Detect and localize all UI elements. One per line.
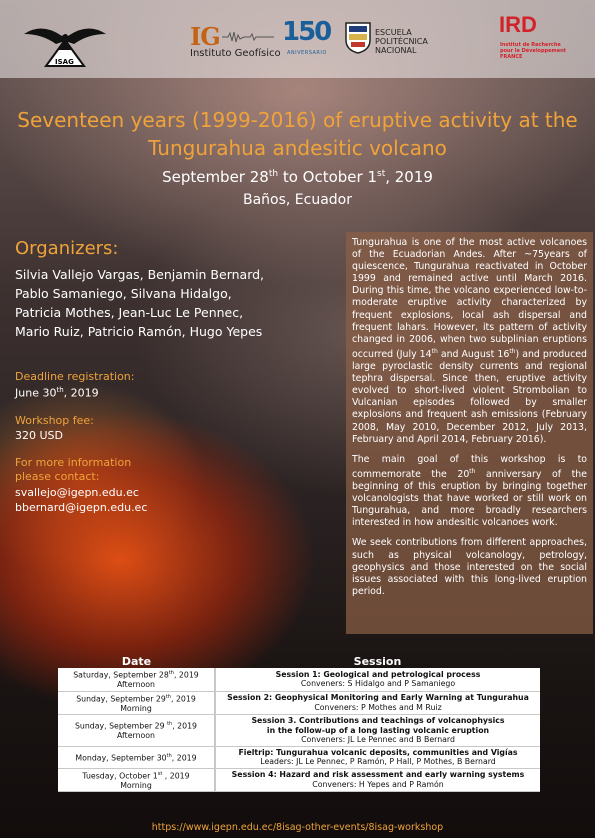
- session-cell: Session 2: Geophysical Monitoring and Early Warning at Tungurahua Conveners: P Mothes and M Ruiz: [215, 691, 540, 715]
- isag-label: ISAG: [55, 58, 74, 66]
- date-cell: Sunday, September 29th, 2019 Morning: [58, 691, 215, 715]
- table-row: [58, 668, 540, 691]
- ird-logo: IRD: [499, 12, 537, 37]
- table-header-row: [58, 655, 540, 668]
- email-link[interactable]: svallejo@igepn.edu.ec: [15, 486, 139, 499]
- table-row: [58, 691, 540, 715]
- table-row: [58, 746, 540, 768]
- fee-value: 320 USD: [15, 429, 63, 442]
- session-cell: Session 3. Contributions and teachings of volcanophysics in the follow-up of a long lasting volcanic eruption Conveners: JL Le Pennec and B Bernard: [215, 715, 540, 747]
- session-column-header: Session: [353, 655, 402, 668]
- email-link[interactable]: bbernard@igepn.edu.ec: [15, 501, 148, 514]
- anniversary-label: ANIVERSARIO: [287, 50, 327, 56]
- ig-name: Instituto Geofísico: [190, 48, 281, 59]
- date-cell: Monday, September 30th, 2019: [58, 746, 215, 768]
- seismogram-icon: [222, 30, 274, 44]
- ird-subtitle: Institut de Recherche pour le Développement FRANCE: [500, 42, 567, 60]
- date-cell: Sunday, September 29 $^{th}$, 2019 Afternoon: [58, 715, 215, 747]
- contact-label: For more information please contact:: [15, 456, 132, 483]
- fee-label: Workshop fee:: [15, 414, 94, 427]
- ig-mark: IG: [190, 22, 220, 51]
- summary-paragraph: We seek contributions from different approaches, such as physical volcanology, petrology, geophysics and those interested on the social issues associated with this long-lived eruption period.: [352, 537, 587, 597]
- table-row: [58, 768, 540, 792]
- poster-title: Seventeen years (1999-2016) of eruptive activity at the Tungurahua andesitic volcano: [17, 108, 578, 160]
- session-cell: Fieltrip: Tungurahua volcanic deposits, communities and Vigías Leaders: JL Le Pennec, P Ramón, P Hall, P Mothes, B Bernard: [215, 746, 540, 768]
- summary-paragraph: The main goal of this workshop is to commemorate the 20th anniversary of the beginning of this eruption by bringing together volcanologists that have worked or still work on Tungurahua, and more broadly researchers interested in how andesitic volcanoes work.: [352, 453, 587, 529]
- epn-name: ESCUELA POLITÉCNICA NACIONAL: [375, 28, 428, 55]
- date-cell: Tuesday, October 1st , 2019 Morning: [58, 768, 215, 792]
- table-row: [58, 715, 540, 747]
- date-column-header: Date: [121, 655, 152, 668]
- epn-shield-icon: [345, 22, 371, 54]
- organizers-list: Silvia Vallejo Vargas, Benjamin Bernard, Pablo Samaniego, Silvana Hidalgo, Patricia Mothes, Jean-Luc Le Pennec, Mario Ruiz, Patricio Ramón, Hugo Yepes: [15, 267, 265, 339]
- deadline-label: Deadline registration:: [15, 370, 135, 383]
- session-cell: Session 1: Geological and petrological process Conveners: S Hidalgo and P Samaniego: [215, 668, 540, 691]
- workshop-dates: September 28th to October 1st, 2019: [162, 168, 433, 186]
- workshop-place: Baños, Ecuador: [242, 192, 353, 208]
- deadline-value: June 30th, 2019: [15, 386, 99, 400]
- schedule-table: [58, 655, 540, 792]
- anniversary-number: 150: [282, 17, 331, 47]
- session-cell: Session 4: Hazard and risk assessment and early warning systems Conveners: H Yepes and P Ramón: [215, 768, 540, 792]
- workshop-summary: [346, 232, 593, 634]
- summary-paragraph: Tungurahua is one of the most active volcanoes of the Ecuadorian Andes. After ~75years of quiescence, Tungurahua reactivated in October 1999 and remained active until March 2016. During this time, the volcano experienced low-to-moderate eruptive activity characterized by frequent explosions, local ash dispersal and frequent lahars. However, its pattern of activity changed in 2006, when two subplinian eruptions occurred (July 14th and August 16th) and produced large pyroclastic density currents and regional tephra dispersal. Since then, eruptive activity evolved to short-lived violent Strombolian to Vulcanian episodes followed by smaller explosions and frequent ash emissions (February 2008, May 2010, December 2012, July 2013, February and April 2014, February 2016).: [352, 237, 587, 445]
- organizers-heading: Organizers:: [15, 238, 119, 259]
- contact-emails: [15, 485, 147, 515]
- date-cell: Saturday, September 28th, 2019 Afternoon: [58, 668, 215, 691]
- workshop-url-link[interactable]: https://www.igepn.edu.ec/8isag-other-events/8isag-workshop: [151, 822, 444, 833]
